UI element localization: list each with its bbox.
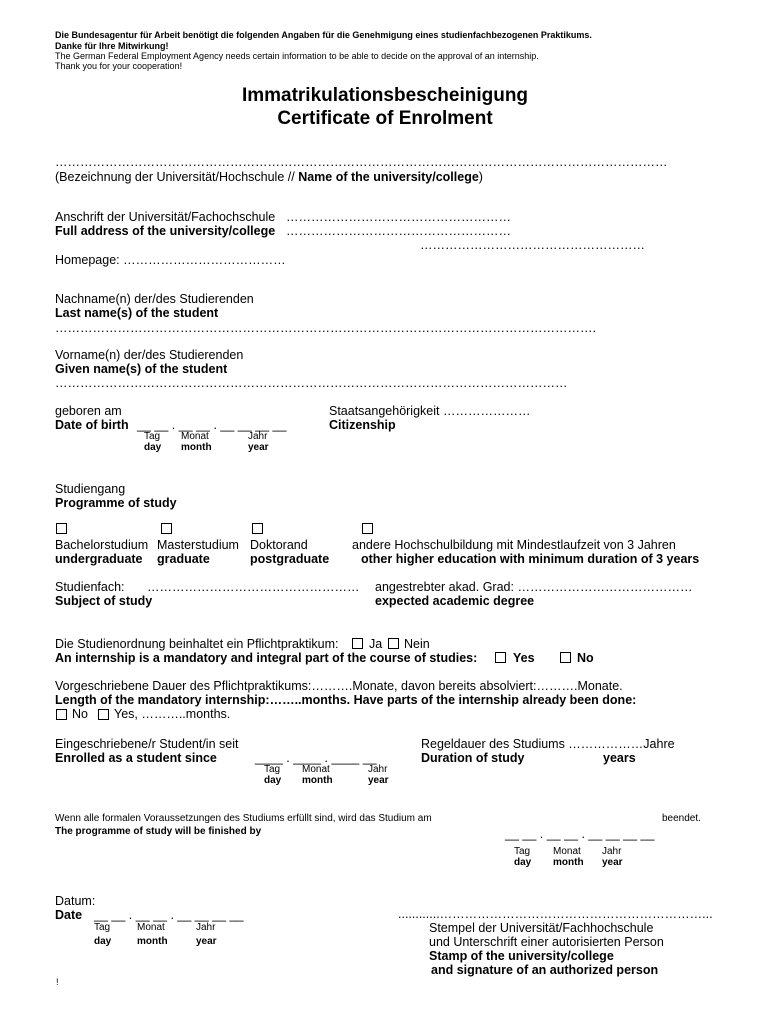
enrolled-label-en: Enrolled as a student since — [55, 751, 217, 765]
enrolled-day-en: day — [264, 775, 282, 786]
internship-yes-label: Yes — [513, 651, 535, 665]
other-education-checkbox[interactable] — [362, 523, 373, 534]
birth-month-en: month — [181, 442, 212, 453]
enrolled-month-de: Monat — [302, 764, 330, 775]
enrolled-date-field[interactable]: ____ . ____ . ____ __ — [255, 751, 377, 765]
university-label-end: ) — [478, 170, 483, 184]
birth-year-en: year — [248, 442, 269, 453]
done-no-checkbox[interactable] — [56, 709, 67, 720]
programme-option-1-en: undergraduate — [55, 552, 143, 566]
finish-label-de: Wenn alle formalen Voraussetzungen des Studiums erfüllt sind, wird das Studium am — [55, 813, 432, 824]
address-label-en: Full address of the university/college — [55, 224, 276, 238]
date-month-en: month — [137, 936, 168, 947]
finish-month-de: Monat — [553, 846, 581, 857]
internship-nein-checkbox[interactable] — [388, 638, 399, 649]
birth-label-en: Date of birth — [55, 418, 129, 432]
date-month-de: Monat — [137, 922, 165, 933]
finish-year-en: year — [602, 857, 623, 868]
header-line-1: Die Bundesagentur für Arbeit benötigt die folgenden Angaben für die Genehmigung eines studienfachbezogenen Praktikums. — [55, 30, 592, 40]
programme-option-4-en: other higher education with minimum duration of 3 years — [361, 552, 700, 566]
subject-label-de: Studienfach: — [55, 580, 125, 594]
internship-question-de: Die Studienordnung beinhaltet ein Pflichtpraktikum: — [55, 637, 339, 651]
homepage-field[interactable]: Homepage: ………………………………… — [55, 253, 286, 267]
programme-option-3-en: postgraduate — [250, 552, 330, 566]
enrolled-year-en: year — [368, 775, 389, 786]
finish-day-en: day — [514, 857, 532, 868]
header-line-3: The German Federal Employment Agency needs certain information to be able to decide on the approval of an internship. — [55, 51, 539, 61]
lastname-label-de: Nachname(n) der/des Studierenden — [55, 292, 254, 306]
date-day-en: day — [94, 936, 112, 947]
address-label-de: Anschrift der Universität/Fachochschule — [55, 210, 276, 224]
bachelor-checkbox[interactable] — [56, 523, 67, 534]
stamp-line-4: and signature of an authorized person — [431, 963, 659, 977]
programme-option-2-de: Masterstudium — [157, 538, 239, 552]
header-line-2: Danke für Ihre Mitwirkung! — [55, 41, 169, 51]
master-checkbox[interactable] — [161, 523, 172, 534]
subject-label-en: Subject of study — [55, 594, 153, 608]
lastname-label-en: Last name(s) of the student — [55, 306, 219, 320]
citizenship-label-de[interactable]: Staatsangehörigkeit ………………… — [329, 404, 531, 418]
birth-day-de: Tag — [144, 431, 161, 442]
internship-question-en: An internship is a mandatory and integral part of the course of studies: — [55, 651, 478, 665]
finish-label-en: The programme of study will be finished by — [55, 826, 262, 837]
birth-date-field[interactable]: __ __ . __ __ . __ __ __ __ — [137, 418, 287, 432]
programme-option-3-de: Doktorand — [250, 538, 308, 552]
date-year-de: Jahr — [196, 922, 216, 933]
title-english: Certificate of Enrolment — [277, 108, 493, 129]
internship-duration-en[interactable]: Length of the mandatory internship:……..months. Have parts of the internship already been done: — [55, 693, 637, 707]
date-field[interactable]: __ __ . __ __ . __ __ __ __ — [94, 908, 244, 922]
lastname-dots[interactable]: …………………………………………………………………………………………………………………. — [55, 321, 596, 335]
internship-nein-label: Nein — [404, 637, 430, 651]
duration-label-en: Duration of study — [421, 751, 525, 765]
enrolled-month-en: month — [302, 775, 333, 786]
date-label-de: Datum: — [55, 894, 96, 908]
internship-duration-de[interactable]: Vorgeschriebene Dauer des Pflichtpraktikums:……….Monate, davon bereits absolviert:……….Monate. — [55, 679, 623, 693]
university-label — [55, 171, 483, 184]
university-dots[interactable]: ………………………………………………………………………………………………………………………………… — [55, 155, 668, 169]
enrolled-day-de: Tag — [264, 764, 281, 775]
degree-label-de[interactable]: angestrebter akad. Grad: …………………………………… — [375, 580, 693, 594]
date-label-en: Date — [55, 908, 83, 922]
enrolled-year-de: Jahr — [368, 764, 388, 775]
done-yes-label[interactable]: Yes, ………..months. — [114, 707, 231, 721]
programme-option-1-de: Bachelorstudium — [55, 538, 149, 552]
footnote-mark: ! — [56, 977, 59, 987]
doctorate-checkbox[interactable] — [252, 523, 263, 534]
finish-date-field[interactable]: __ __ . __ __ . __ __ __ __ — [505, 827, 655, 841]
birth-day-en: day — [144, 442, 162, 453]
duration-years-label: years — [603, 751, 636, 765]
citizenship-label-en: Citizenship — [329, 418, 396, 432]
internship-no-label: No — [577, 651, 594, 665]
finish-day-de: Tag — [514, 846, 531, 857]
signature-dots[interactable]: ............………………………………………………………... — [398, 907, 713, 921]
internship-ja-label: Ja — [369, 637, 383, 651]
programme-label-de: Studiengang — [55, 482, 126, 496]
internship-ja-checkbox[interactable] — [352, 638, 363, 649]
university-label-de: (Bezeichnung der Universität/Hochschule // — [55, 170, 299, 184]
stamp-line-1: Stempel der Universität/Fachhochschule — [429, 921, 654, 935]
address-dots-3[interactable]: ……………………………………………… — [420, 238, 645, 252]
birth-year-de: Jahr — [248, 431, 268, 442]
date-day-de: Tag — [94, 922, 111, 933]
stamp-line-3: Stamp of the university/college — [429, 949, 614, 963]
programme-label-en: Programme of study — [55, 496, 177, 510]
givenname-dots[interactable]: …………………………………………………………………………………………………………… — [55, 376, 568, 390]
done-no-label: No — [72, 707, 88, 721]
enrolled-label-de: Eingeschriebene/r Student/in seit — [55, 737, 239, 751]
internship-yes-checkbox[interactable] — [495, 652, 506, 663]
finish-beendet: beendet. — [662, 813, 701, 824]
stamp-line-2: und Unterschrift einer autorisierten Person — [429, 935, 664, 949]
done-yes-checkbox[interactable] — [98, 709, 109, 720]
degree-label-en: expected academic degree — [375, 594, 535, 608]
address-dots-2[interactable]: ……………………………………………… — [286, 224, 511, 238]
birth-month-de: Monat — [181, 431, 209, 442]
subject-dots[interactable]: …………………………………………… — [147, 580, 360, 594]
internship-no-checkbox[interactable] — [560, 652, 571, 663]
finish-month-en: month — [553, 857, 584, 868]
birth-label-de: geboren am — [55, 404, 122, 418]
programme-option-2-en: graduate — [157, 552, 210, 566]
givenname-label-de: Vorname(n) der/des Studierenden — [55, 348, 244, 362]
university-label-en: Name of the university/college — [298, 170, 479, 184]
title-german: Immatrikulationsbescheinigung — [241, 85, 529, 106]
address-dots-1[interactable]: ……………………………………………… — [286, 210, 511, 224]
date-year-en: year — [196, 936, 217, 947]
givenname-label-en: Given name(s) of the student — [55, 362, 228, 376]
header-line-4: Thank you for your cooperation! — [55, 61, 183, 71]
finish-year-de: Jahr — [602, 846, 622, 857]
duration-label-de[interactable]: Regeldauer des Studiums ………………Jahre — [421, 737, 675, 751]
programme-option-4-de: andere Hochschulbildung mit Mindestlaufzeit von 3 Jahren — [352, 538, 676, 552]
